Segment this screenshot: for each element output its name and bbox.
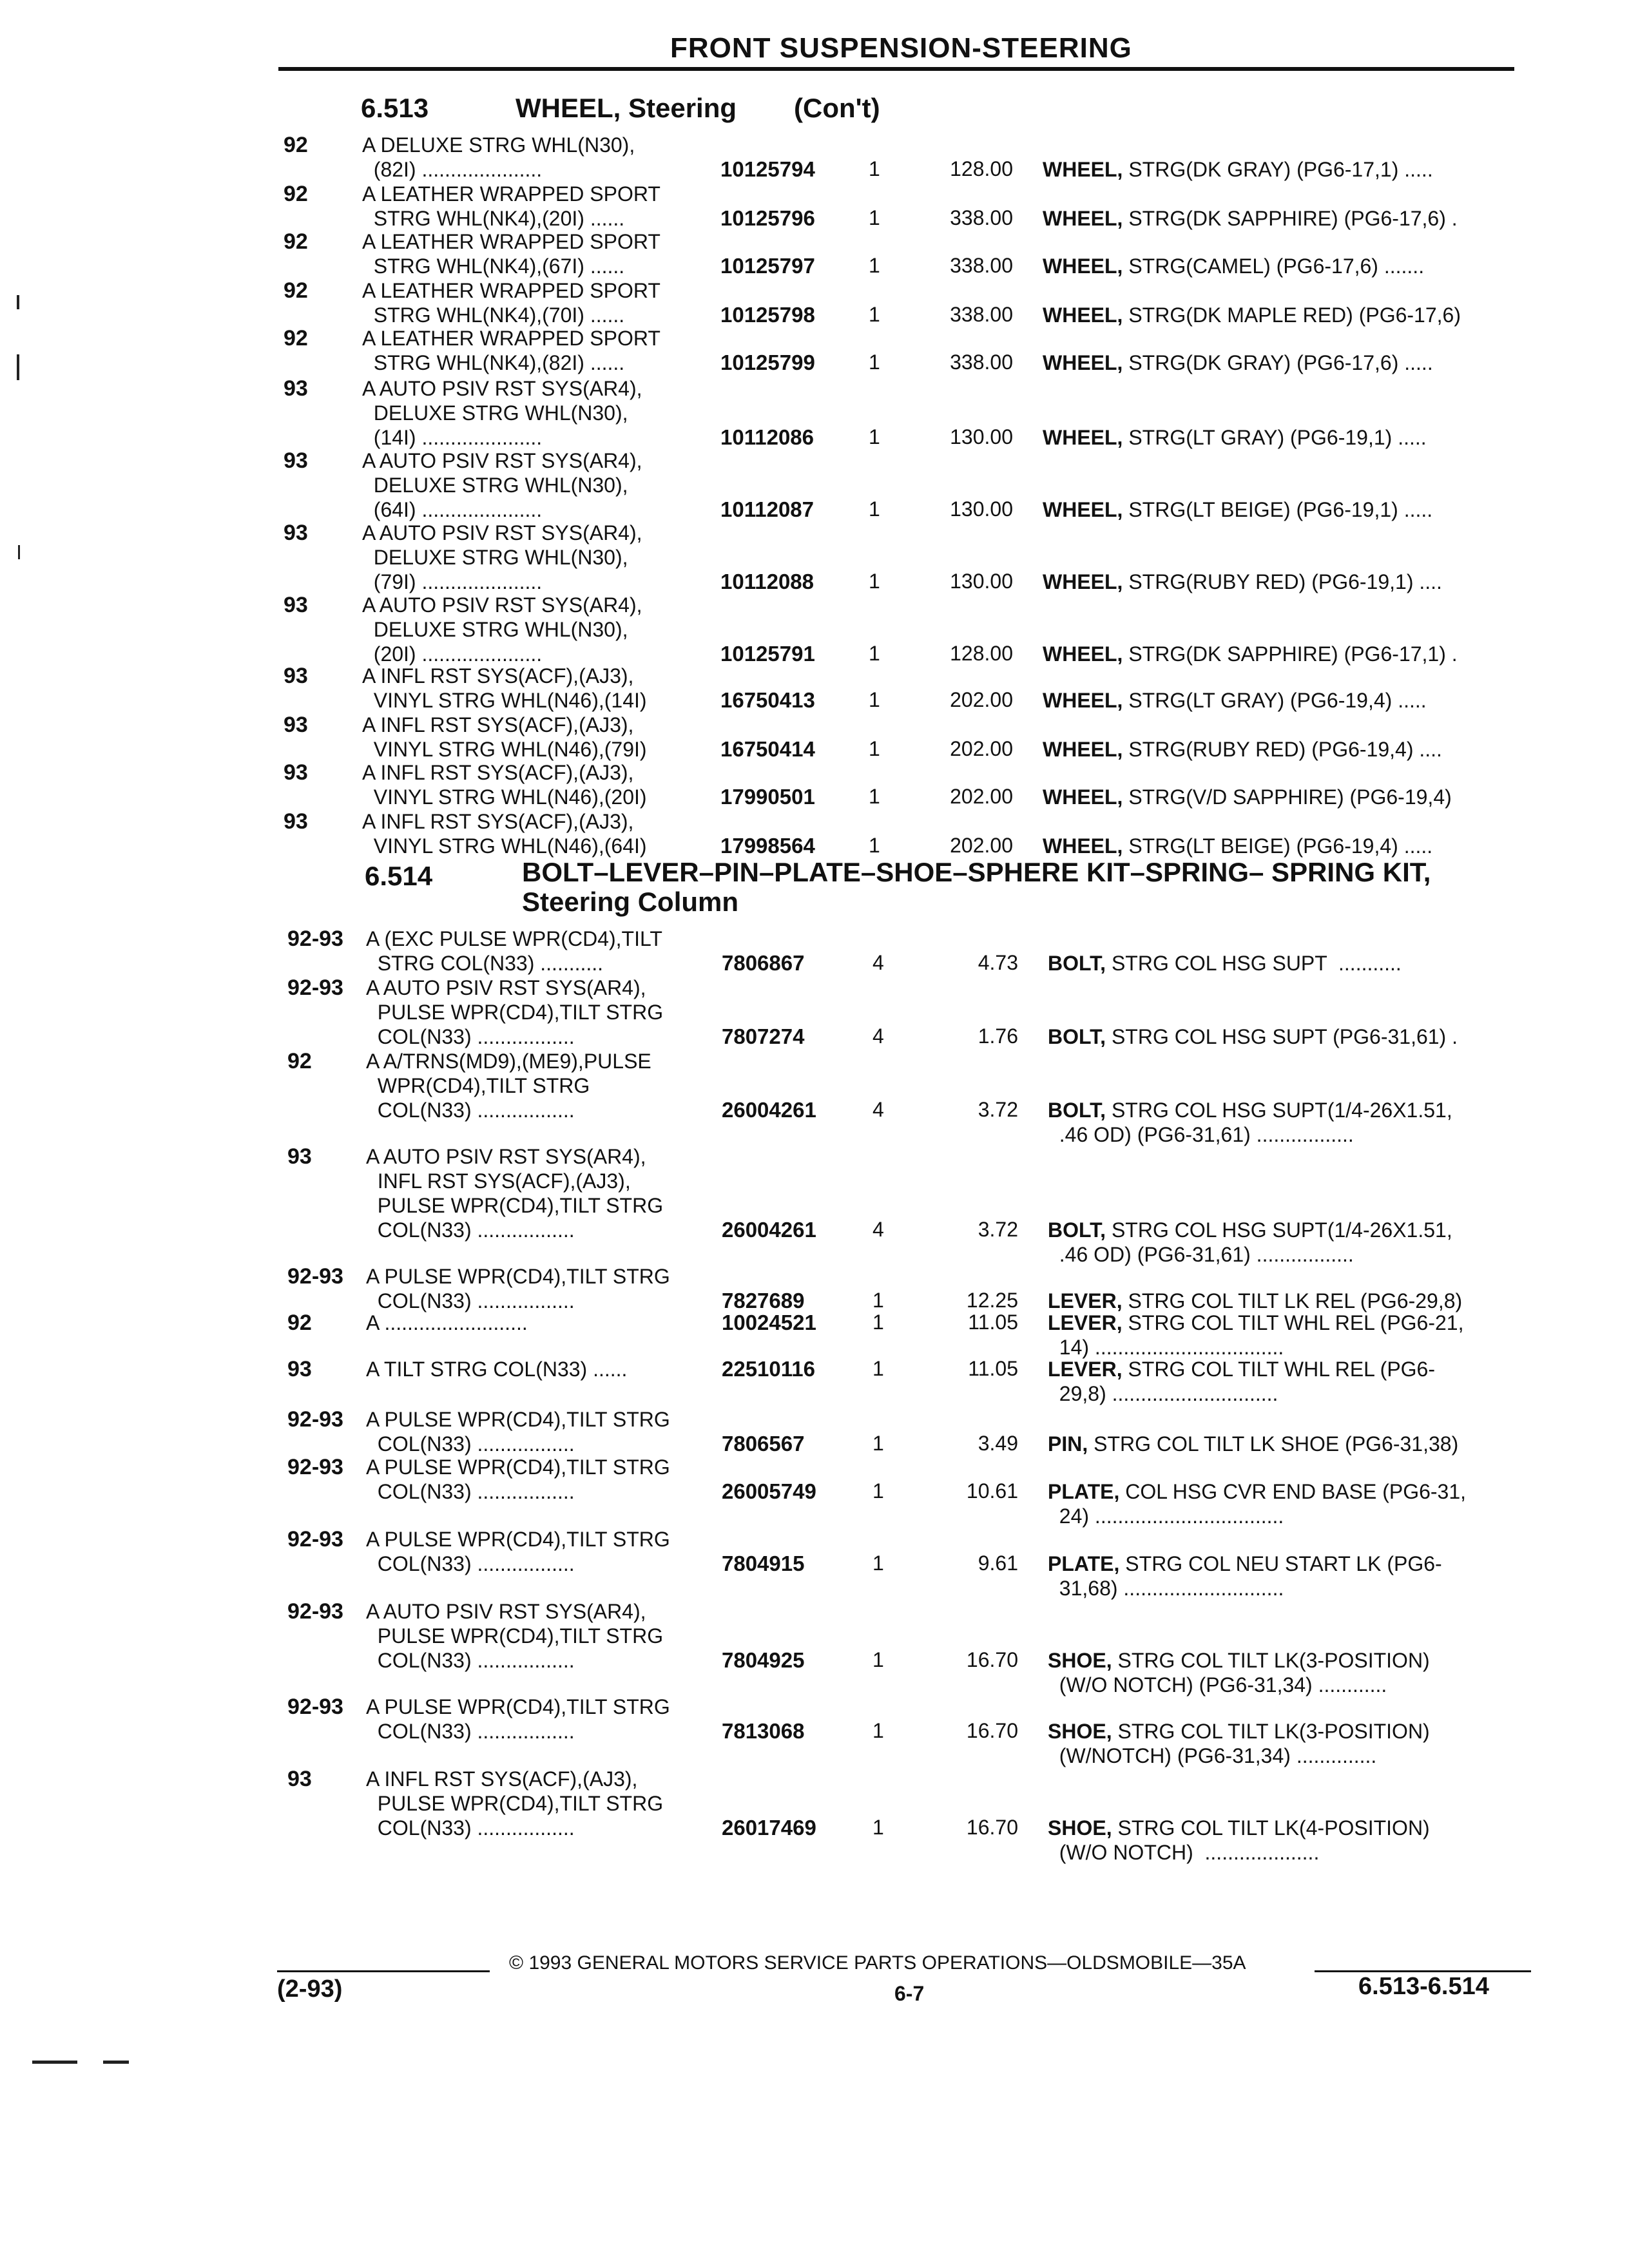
usage-description: DELUXE STRG WHL(N30),: [362, 546, 628, 569]
quantity: 1: [869, 570, 880, 593]
part-name-text: 31,68) ............................: [1048, 1577, 1284, 1600]
part-name: [1048, 1719, 1430, 1744]
price: 11.05: [968, 1311, 1018, 1334]
usage-description: A AUTO PSIV RST SYS(AR4),: [362, 449, 642, 472]
part-name: [1043, 688, 1427, 713]
usage-description: A AUTO PSIV RST SYS(AR4),: [366, 1600, 646, 1623]
quantity: 1: [872, 1311, 884, 1334]
part-number: 10112087: [720, 497, 815, 521]
usage-description: STRG WHL(NK4),(70I) ......: [362, 303, 631, 327]
part-name-text: STRG COL TILT LK(3-POSITION): [1112, 1720, 1430, 1743]
part-name: [1048, 1552, 1442, 1576]
price: 130.00: [950, 497, 1013, 521]
usage-description: WPR(CD4),TILT STRG: [366, 1074, 590, 1097]
part-number: 10125791: [720, 642, 815, 666]
usage-description: INFL RST SYS(ACF),(AJ3),: [366, 1169, 631, 1193]
usage-description: A PULSE WPR(CD4),TILT STRG: [366, 1528, 670, 1551]
part-name-bold: BOLT,: [1048, 1025, 1106, 1048]
model-year: 92: [287, 1311, 312, 1335]
part-name: [1043, 157, 1433, 182]
part-name-text: STRG(DK SAPPHIRE) (PG6-17,1) .: [1123, 642, 1458, 666]
part-name-text: (W/O NOTCH) ....................: [1048, 1841, 1320, 1864]
usage-description: COL(N33) .................: [366, 1816, 581, 1840]
part-number: 10125796: [720, 206, 815, 230]
model-year: 93: [284, 760, 308, 785]
part-name: [1048, 1242, 1354, 1267]
usage-description: A LEATHER WRAPPED SPORT: [362, 230, 660, 253]
model-year: 93: [284, 448, 308, 473]
part-name-bold: BOLT,: [1048, 952, 1106, 975]
part-name-text: STRG COL TILT LK REL (PG6-29,8): [1122, 1289, 1463, 1312]
part-name: [1048, 1357, 1435, 1381]
part-name-text: STRG(DK SAPPHIRE) (PG6-17,6) .: [1123, 207, 1458, 230]
part-name-bold: PLATE,: [1048, 1552, 1120, 1575]
quantity: 4: [872, 951, 884, 974]
usage-description: A INFL RST SYS(ACF),(AJ3),: [362, 761, 634, 784]
model-year: 92-93: [287, 975, 343, 1000]
usage-description: (64I) .....................: [362, 498, 548, 521]
part-name-text: STRG COL HSG SUPT ...........: [1106, 952, 1402, 975]
part-name-bold: BOLT,: [1048, 1099, 1106, 1122]
section-number: 6.513: [361, 93, 429, 123]
quantity: 1: [869, 785, 880, 808]
usage-description: (79I) .....................: [362, 570, 548, 593]
part-name: [1043, 834, 1432, 858]
usage-description: (20I) .....................: [362, 642, 548, 666]
usage-description: COL(N33) .................: [366, 1025, 581, 1048]
part-name-bold: PIN,: [1048, 1432, 1088, 1456]
part-name-text: .46 OD) (PG6-31,61) .................: [1048, 1123, 1354, 1146]
part-name-bold: LEVER,: [1048, 1358, 1123, 1381]
part-name-bold: WHEEL,: [1043, 738, 1123, 761]
price: 202.00: [950, 785, 1013, 808]
header-rule: [278, 67, 1514, 71]
part-name: [1048, 1648, 1430, 1673]
price: 338.00: [950, 303, 1013, 326]
part-name: [1048, 1311, 1463, 1335]
part-number: 7804925: [722, 1648, 805, 1672]
part-name: [1048, 1576, 1284, 1600]
part-name-bold: BOLT,: [1048, 1218, 1106, 1242]
usage-description: A .........................: [366, 1311, 534, 1334]
usage-description: A INFL RST SYS(ACF),(AJ3),: [362, 664, 634, 687]
quantity: 1: [869, 351, 880, 374]
usage-description: COL(N33) .................: [366, 1720, 581, 1743]
footer-copyright: © 1993 GENERAL MOTORS SERVICE PARTS OPERATIONS—OLDSMOBILE—35A: [509, 1952, 1246, 1974]
price: 202.00: [950, 737, 1013, 760]
part-name: [1048, 1673, 1387, 1697]
part-name-text: (W/O NOTCH) (PG6-31,34) ............: [1048, 1673, 1387, 1696]
price: 3.72: [978, 1098, 1018, 1121]
part-number: 7806567: [722, 1432, 805, 1456]
part-name: [1048, 1218, 1452, 1242]
price: 3.49: [978, 1432, 1018, 1455]
part-number: 7804915: [722, 1552, 805, 1575]
usage-description: A DELUXE STRG WHL(N30),: [362, 133, 635, 157]
part-name-text: STRG(CAMEL) (PG6-17,6) .......: [1123, 255, 1425, 278]
usage-description: A INFL RST SYS(ACF),(AJ3),: [366, 1767, 638, 1791]
price: 16.70: [966, 1648, 1018, 1671]
quantity: 1: [872, 1648, 884, 1671]
usage-description: A PULSE WPR(CD4),TILT STRG: [366, 1265, 670, 1288]
quantity: 1: [872, 1479, 884, 1503]
section-number: 6.514: [365, 861, 433, 891]
part-name-text: STRG(V/D SAPPHIRE) (PG6-19,4): [1123, 785, 1452, 809]
part-name: [1048, 1479, 1466, 1504]
price: 338.00: [950, 351, 1013, 374]
usage-description: A PULSE WPR(CD4),TILT STRG: [366, 1456, 670, 1479]
usage-description: STRG WHL(NK4),(20I) ......: [362, 207, 631, 230]
quantity: 1: [869, 642, 880, 665]
part-name-text: STRG COL HSG SUPT(1/4-26X1.51,: [1106, 1218, 1452, 1242]
usage-description: DELUXE STRG WHL(N30),: [362, 401, 628, 425]
part-name: [1048, 1381, 1278, 1406]
model-year: 92-93: [287, 1407, 343, 1432]
model-year: 92-93: [287, 1264, 343, 1289]
usage-description: A TILT STRG COL(N33) ......: [366, 1358, 633, 1381]
part-name-text: STRG(RUBY RED) (PG6-19,4) ....: [1123, 738, 1442, 761]
part-name-text: STRG(DK MAPLE RED) (PG6-17,6): [1123, 303, 1461, 327]
price: 16.70: [966, 1816, 1018, 1839]
usage-description: COL(N33) .................: [366, 1552, 581, 1575]
usage-description: PULSE WPR(CD4),TILT STRG: [366, 1624, 664, 1648]
usage-description: COL(N33) .................: [366, 1480, 581, 1503]
part-name: [1043, 254, 1424, 278]
scan-mark: [103, 2061, 129, 2064]
model-year: 93: [287, 1357, 312, 1381]
model-year: 92: [287, 1049, 312, 1073]
part-number: 26004261: [722, 1218, 816, 1242]
part-number: 7807274: [722, 1024, 805, 1048]
model-year: 93: [287, 1144, 312, 1169]
usage-description: A AUTO PSIV RST SYS(AR4),: [366, 976, 646, 999]
part-name-bold: WHEEL,: [1043, 351, 1123, 374]
section-title: BOLT–LEVER–PIN–PLATE–SHOE–SPHERE KIT–SPRING– SPRING KIT,: [522, 857, 1431, 887]
price: 16.70: [966, 1719, 1018, 1742]
part-number: 17998564: [720, 834, 815, 858]
part-name: [1043, 425, 1427, 450]
part-name-bold: PLATE,: [1048, 1480, 1120, 1503]
usage-description: STRG WHL(NK4),(67I) ......: [362, 255, 631, 278]
model-year: 92-93: [287, 1455, 343, 1479]
price: 128.00: [950, 642, 1013, 665]
model-year: 93: [284, 809, 308, 834]
usage-description: PULSE WPR(CD4),TILT STRG: [366, 1194, 664, 1217]
part-name-bold: WHEEL,: [1043, 785, 1123, 809]
usage-description: (14I) .....................: [362, 426, 548, 449]
usage-description: A PULSE WPR(CD4),TILT STRG: [366, 1408, 670, 1431]
part-name-bold: LEVER,: [1048, 1289, 1123, 1312]
usage-description: VINYL STRG WHL(N46),(14I): [362, 689, 647, 712]
part-name-text: 29,8) .............................: [1048, 1382, 1278, 1405]
price: 202.00: [950, 688, 1013, 711]
price: 3.72: [978, 1218, 1018, 1241]
usage-description: A LEATHER WRAPPED SPORT: [362, 182, 660, 206]
usage-description: PULSE WPR(CD4),TILT STRG: [366, 1001, 664, 1024]
quantity: 1: [869, 157, 880, 180]
usage-description: A LEATHER WRAPPED SPORT: [362, 327, 660, 350]
part-name-text: 14) .................................: [1048, 1336, 1284, 1359]
model-year: 92: [284, 326, 308, 351]
usage-description: A LEATHER WRAPPED SPORT: [362, 279, 660, 302]
scan-mark: [17, 295, 19, 309]
part-number: 10125798: [720, 303, 815, 327]
usage-description: DELUXE STRG WHL(N30),: [362, 618, 628, 641]
model-year: 93: [284, 376, 308, 401]
footer-date: (2-93): [277, 1975, 343, 2003]
usage-description: COL(N33) .................: [366, 1289, 581, 1312]
usage-description: COL(N33) .................: [366, 1218, 581, 1242]
model-year: 92: [284, 278, 308, 303]
usage-description: A (EXC PULSE WPR(CD4),TILT: [366, 927, 662, 950]
model-year: 93: [284, 521, 308, 545]
part-name-bold: WHEEL,: [1043, 642, 1123, 666]
part-name: [1043, 642, 1458, 666]
usage-description: COL(N33) .................: [366, 1649, 581, 1672]
quantity: 1: [872, 1816, 884, 1839]
scan-mark: [32, 2061, 77, 2064]
part-number: 26017469: [722, 1816, 816, 1840]
part-number: 7813068: [722, 1719, 805, 1743]
quantity: 4: [872, 1098, 884, 1121]
usage-description: VINYL STRG WHL(N46),(20I): [362, 785, 647, 809]
usage-description: DELUXE STRG WHL(N30),: [362, 474, 628, 497]
footer-page-number: 6-7: [894, 1982, 925, 2005]
part-name-text: .46 OD) (PG6-31,61) .................: [1048, 1243, 1354, 1266]
model-year: 92: [284, 133, 308, 157]
section-title-cont: Steering Column: [522, 887, 739, 917]
usage-description: STRG WHL(NK4),(82I) ......: [362, 351, 631, 374]
part-number: 16750413: [720, 688, 815, 712]
part-name-text: (W/NOTCH) (PG6-31,34) ..............: [1048, 1744, 1377, 1767]
part-number: 7827689: [722, 1289, 805, 1312]
quantity: 1: [869, 834, 880, 857]
price: 338.00: [950, 254, 1013, 277]
part-name-bold: WHEEL,: [1043, 207, 1123, 230]
usage-description: A INFL RST SYS(ACF),(AJ3),: [362, 713, 634, 736]
quantity: 1: [869, 254, 880, 277]
part-name: [1043, 570, 1442, 594]
section-continued: (Con't): [794, 93, 880, 123]
part-number: 10125794: [720, 157, 815, 181]
part-number: 22510116: [722, 1357, 816, 1381]
part-number: 10112086: [720, 425, 815, 449]
part-name: [1048, 1744, 1376, 1768]
footer-rule-left: [277, 1970, 490, 1972]
usage-description: (82I) .....................: [362, 158, 548, 181]
part-number: 10024521: [722, 1311, 816, 1334]
usage-description: A AUTO PSIV RST SYS(AR4),: [362, 377, 642, 400]
quantity: 1: [872, 1357, 884, 1380]
part-name: [1048, 1289, 1462, 1313]
footer-rule-right: [1315, 1970, 1531, 1972]
usage-description: A AUTO PSIV RST SYS(AR4),: [366, 1145, 646, 1168]
part-name-text: STRG COL TILT LK SHOE (PG6-31,38): [1088, 1432, 1459, 1456]
part-name: [1043, 206, 1458, 231]
quantity: 1: [872, 1289, 884, 1312]
part-name: [1043, 351, 1433, 375]
usage-description: VINYL STRG WHL(N46),(79I): [362, 738, 647, 761]
part-name-text: STRG(LT BEIGE) (PG6-19,1) .....: [1123, 498, 1433, 521]
part-name: [1048, 1024, 1458, 1049]
usage-description: PULSE WPR(CD4),TILT STRG: [366, 1792, 664, 1815]
quantity: 1: [869, 303, 880, 326]
part-name-bold: WHEEL,: [1043, 426, 1123, 449]
scan-mark: [18, 545, 20, 559]
page-header-title: FRONT SUSPENSION-STEERING: [670, 32, 1132, 64]
price: 202.00: [950, 834, 1013, 857]
part-name-bold: WHEEL,: [1043, 570, 1123, 593]
part-name-text: STRG COL TILT WHL REL (PG6-: [1122, 1358, 1435, 1381]
model-year: 93: [284, 713, 308, 737]
usage-description: VINYL STRG WHL(N46),(64I): [362, 834, 647, 858]
section-title: WHEEL, Steering: [516, 93, 737, 123]
quantity: 1: [869, 206, 880, 229]
quantity: 4: [872, 1024, 884, 1048]
price: 130.00: [950, 425, 1013, 448]
part-number: 26004261: [722, 1098, 816, 1122]
part-name: [1048, 1840, 1319, 1865]
part-name: [1048, 951, 1402, 975]
part-number: 10112088: [720, 570, 815, 593]
part-name-bold: LEVER,: [1048, 1311, 1123, 1334]
quantity: 1: [869, 737, 880, 760]
part-name-text: STRG COL TILT WHL REL (PG6-21,: [1122, 1311, 1464, 1334]
part-name: [1043, 303, 1461, 327]
part-name-bold: SHOE,: [1048, 1816, 1112, 1840]
price: 4.73: [978, 951, 1018, 974]
part-name-bold: WHEEL,: [1043, 498, 1123, 521]
model-year: 92-93: [287, 927, 343, 951]
quantity: 1: [869, 688, 880, 711]
part-name-text: STRG COL HSG SUPT (PG6-31,61) .: [1106, 1025, 1458, 1048]
part-name-bold: SHOE,: [1048, 1649, 1112, 1672]
usage-description: A A/TRNS(MD9),(ME9),PULSE: [366, 1050, 651, 1073]
usage-description: A PULSE WPR(CD4),TILT STRG: [366, 1695, 670, 1718]
scan-mark: [17, 354, 19, 380]
price: 128.00: [950, 157, 1013, 180]
part-name-text: 24) .................................: [1048, 1504, 1284, 1528]
part-number: 17990501: [720, 785, 815, 809]
price: 11.05: [968, 1357, 1018, 1380]
part-name-bold: WHEEL,: [1043, 158, 1123, 181]
quantity: 1: [872, 1719, 884, 1742]
part-number: 26005749: [722, 1479, 816, 1503]
usage-description: COL(N33) .................: [366, 1099, 581, 1122]
part-name-text: STRG(LT BEIGE) (PG6-19,4) .....: [1123, 834, 1433, 858]
usage-description: A AUTO PSIV RST SYS(AR4),: [362, 521, 642, 544]
quantity: 1: [869, 497, 880, 521]
part-name: [1048, 1816, 1430, 1840]
quantity: 4: [872, 1218, 884, 1241]
part-name: [1043, 785, 1452, 809]
part-name-bold: WHEEL,: [1043, 834, 1123, 858]
part-number: 10125799: [720, 351, 815, 374]
part-name-text: STRG(LT GRAY) (PG6-19,4) .....: [1123, 689, 1427, 712]
part-name: [1048, 1098, 1452, 1122]
part-name: [1048, 1432, 1458, 1456]
quantity: 1: [872, 1552, 884, 1575]
model-year: 93: [284, 664, 308, 688]
model-year: 93: [287, 1767, 312, 1791]
usage-description: A AUTO PSIV RST SYS(AR4),: [362, 593, 642, 617]
part-name-text: COL HSG CVR END BASE (PG6-31,: [1119, 1480, 1467, 1503]
usage-description: COL(N33) .................: [366, 1432, 581, 1456]
part-name: [1043, 497, 1432, 522]
part-name-bold: WHEEL,: [1043, 303, 1123, 327]
part-name-text: STRG(DK GRAY) (PG6-17,6) .....: [1123, 351, 1433, 374]
quantity: 1: [872, 1432, 884, 1455]
part-number: 7806867: [722, 951, 805, 975]
part-name-text: STRG COL HSG SUPT(1/4-26X1.51,: [1106, 1099, 1452, 1122]
part-number: 10125797: [720, 254, 815, 278]
part-name-bold: WHEEL,: [1043, 255, 1123, 278]
model-year: 92-93: [287, 1695, 343, 1719]
price: 338.00: [950, 206, 1013, 229]
part-name: [1048, 1335, 1284, 1360]
part-name: [1043, 737, 1442, 762]
usage-description: A INFL RST SYS(ACF),(AJ3),: [362, 810, 634, 833]
part-name-text: STRG(DK GRAY) (PG6-17,1) .....: [1123, 158, 1433, 181]
part-name: [1048, 1122, 1354, 1147]
part-name-text: STRG(RUBY RED) (PG6-19,1) ....: [1123, 570, 1442, 593]
model-year: 92-93: [287, 1599, 343, 1624]
price: 130.00: [950, 570, 1013, 593]
model-year: 92: [284, 229, 308, 254]
price: 1.76: [978, 1024, 1018, 1048]
part-name: [1048, 1504, 1284, 1528]
price: 9.61: [978, 1552, 1018, 1575]
part-name-bold: SHOE,: [1048, 1720, 1112, 1743]
part-name-text: STRG COL TILT LK(4-POSITION): [1112, 1816, 1430, 1840]
footer-section-ref: 6.513-6.514: [1358, 1973, 1489, 2000]
part-name-text: STRG(LT GRAY) (PG6-19,1) .....: [1123, 426, 1427, 449]
part-name-text: STRG COL NEU START LK (PG6-: [1119, 1552, 1442, 1575]
model-year: 93: [284, 593, 308, 617]
model-year: 92-93: [287, 1527, 343, 1552]
price: 10.61: [966, 1479, 1018, 1503]
quantity: 1: [869, 425, 880, 448]
part-name-bold: WHEEL,: [1043, 689, 1123, 712]
model-year: 92: [284, 182, 308, 206]
usage-description: STRG COL(N33) ...........: [366, 952, 609, 975]
part-number: 16750414: [720, 737, 815, 761]
price: 12.25: [966, 1289, 1018, 1312]
part-name-text: STRG COL TILT LK(3-POSITION): [1112, 1649, 1430, 1672]
